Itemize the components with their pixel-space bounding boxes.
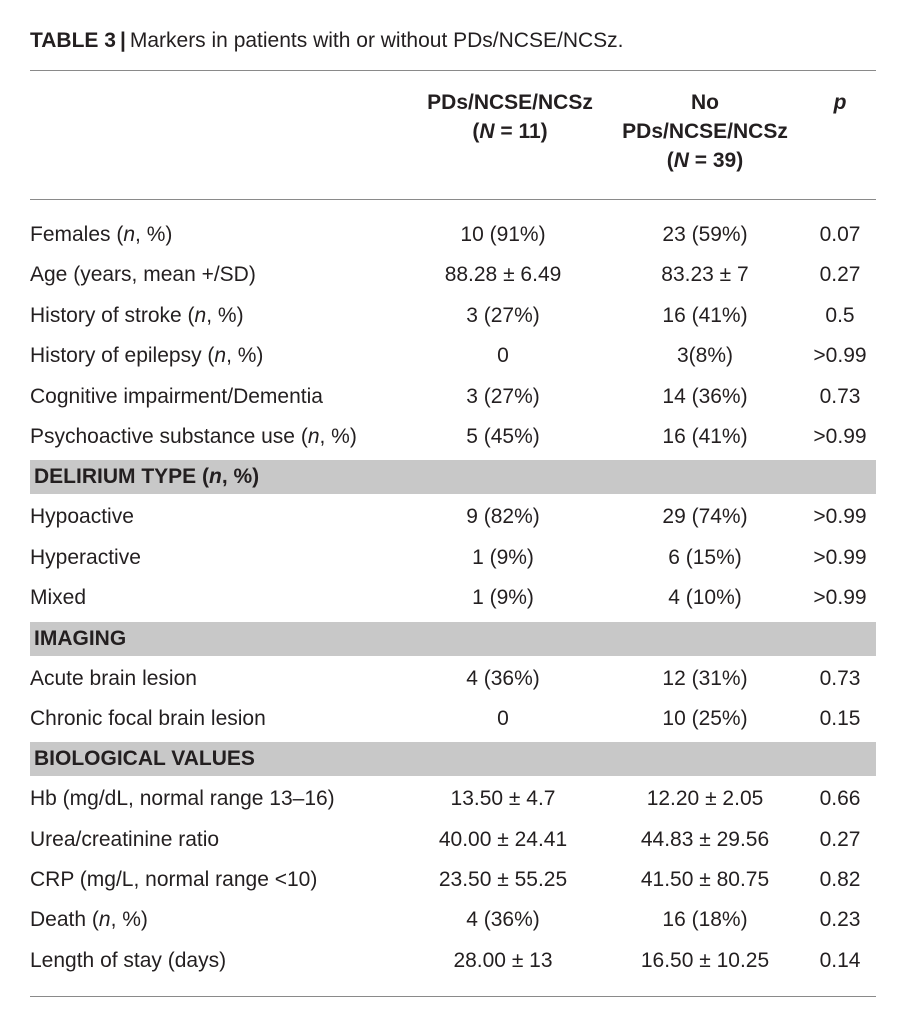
cell-pds-ncse-ncsz: 3 (27%) bbox=[466, 384, 540, 408]
row-label: Death (n, %) bbox=[30, 908, 148, 932]
cell-pds-ncse-ncsz: 0 bbox=[497, 706, 509, 730]
table-number: TABLE 3 bbox=[30, 29, 116, 52]
cell-p-value: >0.99 bbox=[813, 545, 867, 569]
cell-pds-ncse-ncsz: 10 (91%) bbox=[460, 223, 546, 246]
table-row bbox=[30, 336, 876, 376]
cell-no-pds-ncse-ncsz: 44.83 ± 29.56 bbox=[640, 827, 770, 851]
cell-no-pds-ncse-ncsz: 16 (41%) bbox=[662, 424, 748, 448]
table-row bbox=[30, 497, 876, 537]
row-label: Acute brain lesion bbox=[30, 666, 197, 690]
cell-pds-ncse-ncsz: 5 (45%) bbox=[466, 424, 540, 448]
section-header-label: IMAGING bbox=[34, 626, 127, 650]
row-label: Hb (mg/dL, normal range 13–16) bbox=[30, 787, 335, 811]
cell-pds-ncse-ncsz: 0 bbox=[497, 344, 509, 368]
section-header-row bbox=[30, 742, 876, 776]
cell-p-value: >0.99 bbox=[813, 505, 867, 529]
column-header-no-pds-ncse-ncsz bbox=[600, 88, 810, 175]
cell-no-pds-ncse-ncsz: 12 (31%) bbox=[662, 666, 748, 690]
cell-p-value: 0.14 bbox=[819, 948, 861, 972]
caption-text: Markers in patients with or without PDs/NCSE/NCSz. bbox=[129, 29, 624, 52]
row-label: Hyperactive bbox=[30, 545, 141, 569]
row-label: CRP (mg/L, normal range <10) bbox=[30, 868, 318, 892]
table-row bbox=[30, 941, 876, 981]
row-label: Cognitive impairment/Dementia bbox=[30, 384, 323, 408]
column-header-p-value: p bbox=[833, 91, 847, 114]
table-row bbox=[30, 699, 876, 739]
cell-pds-ncse-ncsz: 40.00 ± 24.41 bbox=[438, 827, 568, 851]
cell-no-pds-ncse-ncsz: 6 (15%) bbox=[668, 545, 742, 569]
cell-no-pds-ncse-ncsz: 16.50 ± 10.25 bbox=[640, 948, 770, 972]
table-row bbox=[30, 659, 876, 699]
cell-p-value: >0.99 bbox=[813, 424, 867, 448]
section-header-label: BIOLOGICAL VALUES bbox=[34, 747, 255, 771]
row-label: Mixed bbox=[30, 586, 87, 610]
caption-separator: | bbox=[119, 29, 126, 52]
cell-pds-ncse-ncsz: 3 (27%) bbox=[466, 303, 540, 327]
table-row bbox=[30, 377, 876, 417]
section-header-row bbox=[30, 622, 876, 656]
cell-no-pds-ncse-ncsz: 29 (74%) bbox=[662, 505, 748, 529]
table-row bbox=[30, 215, 876, 255]
cell-p-value: 0.66 bbox=[819, 787, 861, 811]
cell-p-value: 0.07 bbox=[819, 223, 861, 246]
cell-pds-ncse-ncsz: 23.50 ± 55.25 bbox=[438, 868, 568, 892]
cell-pds-ncse-ncsz: 13.50 ± 4.7 bbox=[450, 787, 556, 811]
cell-p-value: 0.23 bbox=[819, 908, 861, 932]
cell-no-pds-ncse-ncsz: 16 (41%) bbox=[662, 303, 748, 327]
table-row bbox=[30, 900, 876, 940]
cell-no-pds-ncse-ncsz: 41.50 ± 80.75 bbox=[640, 868, 770, 892]
cell-p-value: 0.27 bbox=[819, 263, 861, 287]
cell-p-value: 0.27 bbox=[819, 827, 861, 851]
row-label: Urea/creatinine ratio bbox=[30, 827, 220, 851]
table-body bbox=[30, 215, 876, 981]
cell-no-pds-ncse-ncsz: 83.23 ± 7 bbox=[661, 263, 749, 287]
cell-p-value: 0.73 bbox=[819, 384, 861, 408]
table-row bbox=[30, 578, 876, 618]
column-header-line: PDs/NCSE/NCSz bbox=[622, 120, 788, 143]
row-label: Length of stay (days) bbox=[30, 948, 227, 972]
header-divider-rule bbox=[30, 199, 876, 200]
table-row bbox=[30, 255, 876, 295]
cell-p-value: >0.99 bbox=[813, 344, 867, 368]
table-bottom-rule bbox=[30, 996, 876, 997]
cell-pds-ncse-ncsz: 28.00 ± 13 bbox=[453, 948, 553, 972]
row-label: History of epilepsy (n, %) bbox=[30, 344, 264, 368]
table-row bbox=[30, 296, 876, 336]
table-row bbox=[30, 417, 876, 457]
cell-p-value: >0.99 bbox=[813, 586, 867, 610]
row-label: Chronic focal brain lesion bbox=[30, 706, 266, 730]
cell-no-pds-ncse-ncsz: 4 (10%) bbox=[668, 586, 742, 610]
cell-p-value: 0.82 bbox=[819, 868, 861, 892]
row-label: Hypoactive bbox=[30, 505, 134, 529]
row-label: Age (years, mean +/SD) bbox=[30, 263, 256, 287]
cell-no-pds-ncse-ncsz: 3(8%) bbox=[676, 344, 734, 368]
table-caption bbox=[30, 28, 624, 54]
section-header-row bbox=[30, 460, 876, 494]
column-header-line: (N = 39) bbox=[666, 149, 744, 172]
section-header-label: DELIRIUM TYPE (n, %) bbox=[34, 465, 260, 489]
cell-no-pds-ncse-ncsz: 10 (25%) bbox=[662, 706, 748, 730]
cell-no-pds-ncse-ncsz: 16 (18%) bbox=[662, 908, 748, 932]
cell-p-value: 0.15 bbox=[819, 706, 861, 730]
cell-no-pds-ncse-ncsz: 23 (59%) bbox=[662, 223, 748, 246]
cell-pds-ncse-ncsz: 9 (82%) bbox=[466, 505, 540, 529]
table-row bbox=[30, 820, 876, 860]
cell-pds-ncse-ncsz: 88.28 ± 6.49 bbox=[444, 263, 562, 287]
column-header-line: No bbox=[691, 91, 719, 114]
cell-pds-ncse-ncsz: 1 (9%) bbox=[472, 586, 534, 610]
cell-no-pds-ncse-ncsz: 14 (36%) bbox=[662, 384, 748, 408]
table-row bbox=[30, 779, 876, 819]
table-top-rule bbox=[30, 70, 876, 71]
table-row bbox=[30, 538, 876, 578]
column-header-line: PDs/NCSE/NCSz bbox=[427, 91, 593, 114]
column-header-line: (N = 11) bbox=[472, 120, 548, 143]
cell-no-pds-ncse-ncsz: 12.20 ± 2.05 bbox=[646, 787, 764, 811]
row-label: History of stroke (n, %) bbox=[30, 303, 244, 327]
table-row bbox=[30, 860, 876, 900]
row-label: Psychoactive substance use (n, %) bbox=[30, 424, 357, 448]
cell-pds-ncse-ncsz: 4 (36%) bbox=[466, 666, 540, 690]
cell-pds-ncse-ncsz: 4 (36%) bbox=[466, 908, 540, 932]
cell-pds-ncse-ncsz: 1 (9%) bbox=[472, 545, 534, 569]
column-header-pds-ncse-ncsz bbox=[400, 88, 620, 146]
cell-p-value: 0.5 bbox=[825, 303, 855, 327]
cell-p-value: 0.73 bbox=[819, 666, 861, 690]
row-label: Females (n, %) bbox=[30, 223, 173, 246]
